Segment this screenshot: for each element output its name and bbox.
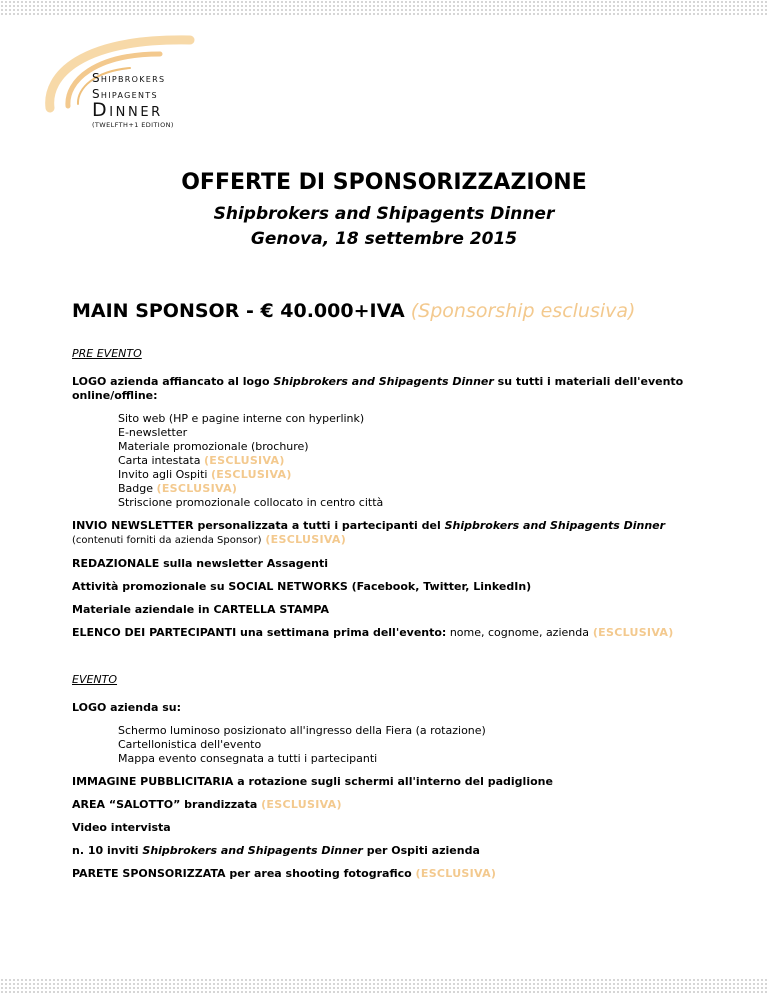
esclusiva-badge: (ESCLUSIVA) — [203, 454, 285, 467]
pre-elenco-partecipanti — [72, 626, 732, 640]
evento-logo-list — [118, 724, 732, 766]
dotted-border-bottom — [0, 978, 768, 994]
evento-area-salotto — [72, 798, 732, 812]
inviti-text-b: Shipbrokers and Shipagents Dinner — [142, 844, 363, 857]
esclusiva-badge: (ESCLUSIVA) — [592, 626, 674, 639]
esclusiva-badge: (ESCLUSIVA) — [156, 482, 238, 495]
esclusiva-badge: (ESCLUSIVA) — [261, 798, 342, 811]
logo-text-edition: (TWELFTH+1 EDITION) — [92, 121, 174, 129]
list-item: Cartellonistica dell'evento — [118, 738, 262, 751]
pre-logo-text-c: su tutti i materiali dell'evento online/offline: — [72, 375, 684, 402]
esclusiva-badge: (ESCLUSIVA) — [265, 533, 347, 546]
inviti-text-a: n. 10 inviti — [72, 844, 143, 857]
sponsor-heading — [72, 300, 635, 322]
event-date: Genova, 18 settembre 2015 — [250, 229, 518, 249]
newsletter-text-b: Shipbrokers and Shipagents Dinner — [444, 519, 666, 532]
elenco-text-b: nome, cognome, azienda — [446, 626, 589, 639]
evento-parete — [72, 867, 732, 881]
esclusiva-badge: (ESCLUSIVA) — [415, 867, 497, 880]
pre-newsletter-paragraph — [72, 519, 732, 548]
logo-text-dinner: Dinner — [92, 99, 163, 121]
newsletter-text-a: INVIO NEWSLETTER personalizzata a tutti i partecipanti del — [72, 519, 445, 532]
event-name: Shipbrokers and Shipagents Dinner — [213, 204, 555, 224]
sponsor-exclusive-note: (Sponsorship esclusiva) — [410, 300, 636, 322]
evento-video: Video intervista — [72, 821, 171, 834]
offer-details — [72, 347, 732, 890]
list-item: Badge (ESCLUSIVA) — [118, 482, 238, 495]
pre-logo-paragraph — [72, 375, 732, 403]
elenco-text-a: ELENCO DEI PARTECIPANTI una settimana prima dell'evento: — [72, 626, 447, 639]
esclusiva-badge: (ESCLUSIVA) — [210, 468, 292, 481]
pre-logo-text-a: LOGO azienda affiancato al logo — [72, 375, 274, 388]
area-text: AREA “SALOTTO” brandizzata — [72, 798, 258, 811]
newsletter-note: (contenuti forniti da azienda Sponsor) — [72, 535, 262, 546]
list-item: Striscione promozionale collocato in centro città — [118, 496, 384, 509]
list-item: Mappa evento consegnata a tutti i partecipanti — [118, 752, 378, 765]
sponsor-price: MAIN SPONSOR - € 40.000+IVA — [72, 300, 405, 322]
dotted-border-top — [0, 0, 768, 16]
logo-text-shipagents: Shipagents — [92, 87, 158, 101]
list-item: E-newsletter — [118, 426, 188, 439]
logo-text-shipbrokers: Shipbrokers — [92, 71, 166, 85]
pre-logo-text-b: Shipbrokers and Shipagents Dinner — [273, 375, 494, 388]
pre-redazionale: REDAZIONALE sulla newsletter Assagenti — [72, 557, 328, 570]
list-item: Sito web (HP e pagine interne con hyperlink) — [118, 412, 365, 425]
section-pre-evento: PRE EVENTO — [72, 347, 142, 360]
evento-immagine: IMMAGINE PUBBLICITARIA a rotazione sugli schermi all'interno del padiglione — [72, 775, 553, 788]
page-title: OFFERTE DI SPONSORIZZAZIONE — [181, 170, 587, 195]
section-evento: EVENTO — [72, 673, 118, 686]
pre-social: Attività promozionale su SOCIAL NETWORKS (Facebook, Twitter, LinkedIn) — [72, 580, 532, 593]
pre-cartella-stampa: Materiale aziendale in CARTELLA STAMPA — [72, 603, 329, 616]
evento-inviti — [72, 844, 732, 858]
pre-logo-list — [118, 412, 732, 510]
parete-text: PARETE SPONSORIZZATA per area shooting fotografico — [72, 867, 412, 880]
event-logo — [40, 26, 200, 131]
list-item: Schermo luminoso posizionato all'ingresso della Fiera (a rotazione) — [118, 724, 486, 737]
list-item: Carta intestata (ESCLUSIVA) — [118, 454, 285, 467]
inviti-text-c: per Ospiti azienda — [362, 844, 480, 857]
list-item: Materiale promozionale (brochure) — [118, 440, 309, 453]
evento-logo: LOGO azienda su: — [72, 701, 181, 714]
list-item: Invito agli Ospiti (ESCLUSIVA) — [118, 468, 292, 481]
